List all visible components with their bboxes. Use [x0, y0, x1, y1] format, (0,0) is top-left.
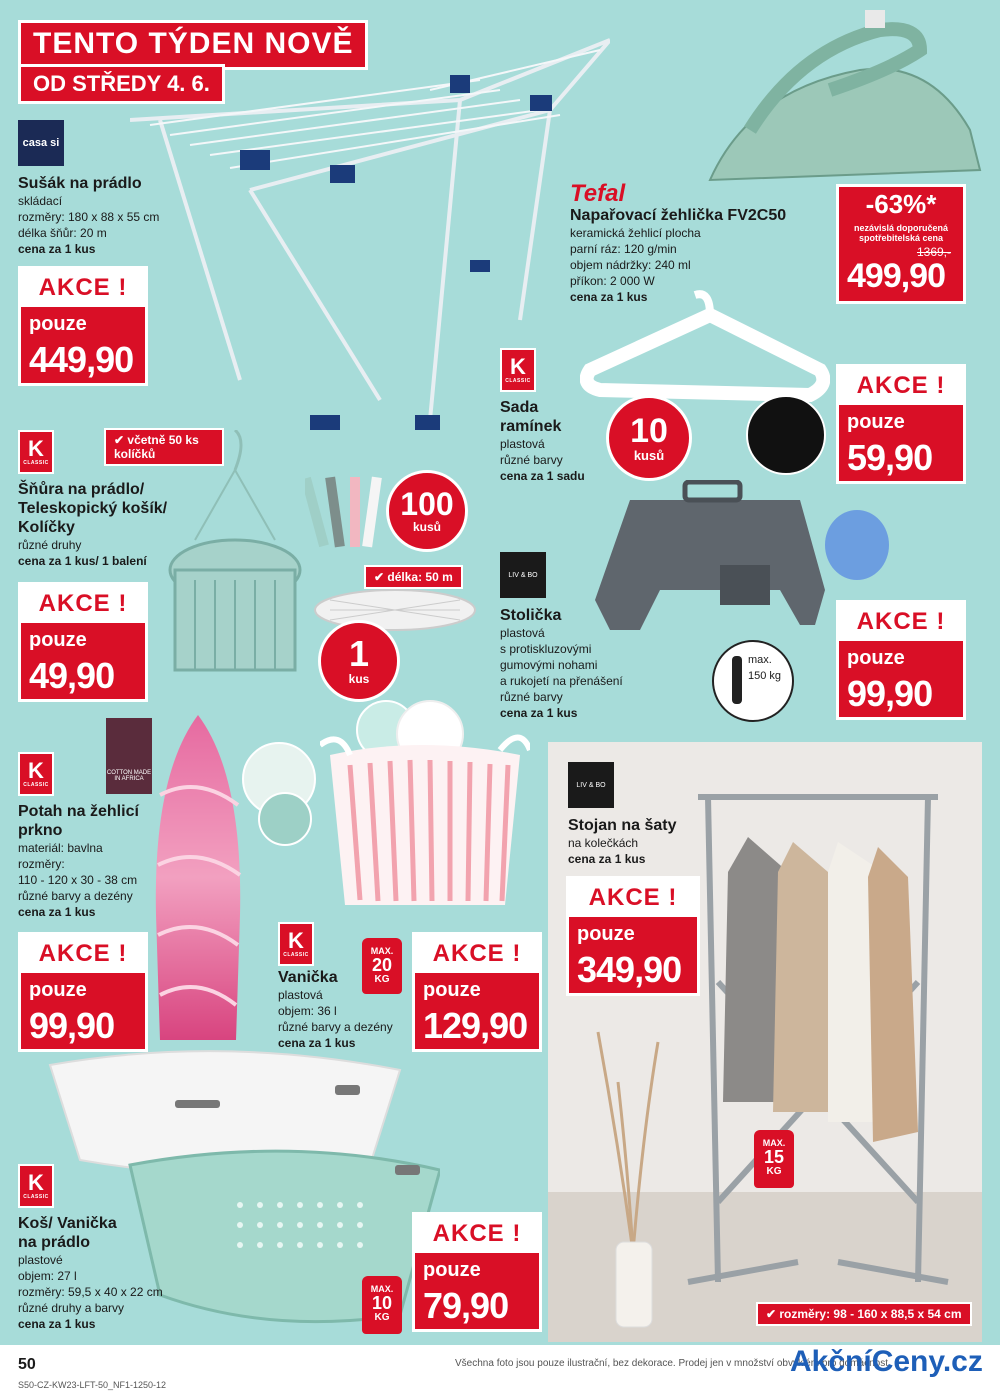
line-unit: cena za 1 kus/ 1 balení [18, 554, 147, 568]
tub-price-box [412, 932, 542, 1052]
dryer-title: Sušák na prádlo [18, 175, 142, 192]
max-load-icon: max. 150 kg [712, 640, 794, 722]
iron-line: objem nádržky: 240 ml [570, 258, 691, 272]
hangers-info [500, 398, 600, 484]
line-price: 49,90 [29, 655, 115, 696]
page-title: TENTO TÝDEN NOVĚ [18, 20, 368, 70]
pouze-label: pouze [29, 313, 87, 335]
akce-label: AKCE ! [21, 935, 145, 973]
cover-title: Potah na žehlicí prkno [18, 803, 139, 839]
pouze-label: pouze [423, 979, 481, 1001]
dryer-price: 449,90 [29, 339, 134, 380]
flexible-tub-image [320, 725, 530, 915]
hangers-price: 59,90 [847, 437, 933, 478]
hangers-line: různé barvy [500, 453, 563, 467]
rack-price-box [566, 876, 700, 996]
akce-label: AKCE ! [415, 1215, 539, 1253]
pouze-label: pouze [29, 979, 87, 1001]
kaufland-classic-logo: K CLASSIC [500, 348, 536, 392]
iron-price: 499,90 [847, 257, 945, 295]
hangers-title: Sada ramínek [500, 399, 562, 435]
iron-title: Napařovací žehlička FV2C50 [570, 207, 787, 224]
iron-rrp-label: nezávislá doporučená spotřebitelská cena [853, 223, 949, 243]
dryer-price-box [18, 266, 148, 386]
line-count-badge: 1 kus [318, 620, 400, 702]
akce-label: AKCE ! [569, 879, 697, 917]
cover-line: rozměry: [18, 857, 65, 871]
pattern-swatch [258, 792, 312, 846]
page-number: 50 [18, 1356, 36, 1373]
line-title: Šňůra na prádlo/ Teleskopický košík/ Kolíčky [18, 481, 168, 536]
cover-price: 99,90 [29, 1005, 115, 1046]
stool-price-box [836, 600, 966, 720]
stool-line: s protiskluzovými [500, 642, 592, 656]
cover-price-box [18, 932, 148, 1052]
basket-line: rozměry: 59,5 x 40 x 22 cm [18, 1285, 163, 1299]
pouze-label: pouze [29, 629, 87, 651]
max-weight-badge: MAX. 20 KG [362, 938, 402, 994]
basket-title: Koš/ Vanička na prádlo [18, 1215, 117, 1251]
pegs-count-badge: 100 kusů [386, 470, 468, 552]
hangers-count-badge: 10 kusů [606, 395, 692, 481]
line-info [18, 480, 178, 569]
tub-line: různé barvy a dezény [278, 1020, 393, 1034]
black-color-swatch [746, 395, 826, 475]
clothes-rack-image [678, 782, 968, 1312]
pouze-label: pouze [847, 647, 905, 669]
watermark: AkčníCeny.cz [790, 1345, 983, 1378]
akce-label: AKCE ! [839, 367, 963, 405]
livarno-logo: LIV & BO [500, 552, 546, 598]
cover-unit: cena za 1 kus [18, 905, 96, 919]
tub-price: 129,90 [423, 1005, 528, 1046]
iron-discount: -63%* [865, 189, 937, 219]
cover-line: 110 - 120 x 30 - 38 cm [18, 873, 138, 887]
kaufland-classic-logo: K CLASSIC [18, 1164, 54, 1208]
tub-title: Vanička [278, 969, 338, 986]
catalog-code: S50-CZ-KW23-LFT-50_NF1-1250-12 [18, 1380, 167, 1390]
stool-line: plastová [500, 626, 545, 640]
cover-line: různé barvy a dezény [18, 889, 133, 903]
pampas-vase-image [588, 1022, 678, 1332]
step-stool-image [590, 480, 835, 665]
iron-unit: cena za 1 kus [570, 290, 648, 304]
livarno-logo: LIV & BO [568, 762, 614, 808]
steam-iron-image [690, 10, 990, 190]
tub-unit: cena za 1 kus [278, 1036, 356, 1050]
basket-line: plastové [18, 1253, 63, 1267]
akce-label: AKCE ! [839, 603, 963, 641]
tub-info [278, 968, 418, 1051]
basket-line: objem: 27 l [18, 1269, 77, 1283]
ironing-board-cover-image [148, 715, 248, 1045]
rack-title: Stojan na šaty [568, 817, 677, 834]
line-line: různé druhy [18, 538, 82, 552]
peg-basket-image [165, 430, 305, 690]
stool-price: 99,90 [847, 673, 933, 714]
rack-unit: cena za 1 kus [568, 852, 646, 866]
iron-line: keramická žehlicí plocha [570, 226, 701, 240]
iron-rrp: 1369,- [916, 245, 951, 259]
basket-unit: cena za 1 kus [18, 1317, 96, 1331]
hangers-unit: cena za 1 sadu [500, 469, 585, 483]
pouze-label: pouze [847, 411, 905, 433]
pouze-label: pouze [577, 923, 635, 945]
stool-line: a rukojetí na přenášení [500, 674, 623, 688]
clothes-pegs-image [305, 472, 385, 552]
rack-line: na kolečkách [568, 836, 639, 850]
iron-price-box [836, 184, 966, 304]
basket-line: různé druhy a barvy [18, 1301, 125, 1315]
basket-price-box [412, 1212, 542, 1332]
akce-label: AKCE ! [21, 585, 145, 623]
max-weight-badge: MAX. 15 KG [754, 1130, 794, 1188]
kaufland-classic-logo: K CLASSIC [18, 752, 54, 796]
basket-info [18, 1214, 188, 1332]
tefal-logo: Tefal [570, 180, 626, 207]
cotton-africa-badge: COTTON MADE IN AFRICA [106, 718, 152, 794]
iron-line: parní ráz: 120 g/min [570, 242, 677, 256]
stool-title: Stolička [500, 607, 562, 624]
dryer-line: délka šňůr: 20 m [18, 226, 107, 240]
pouze-label: pouze [423, 1259, 481, 1281]
dryer-line: rozměry: 180 x 88 x 55 cm [18, 210, 160, 224]
max-weight-badge: MAX. 10 KG [362, 1276, 402, 1334]
line-length-tag: ✔ délka: 50 m [364, 565, 463, 589]
disclaimer: Všechna foto jsou pouze ilustrační, bez dekorace. Prodej jen v množství obvyklém pro domácnost. [455, 1358, 891, 1369]
stool-line: různé barvy [500, 690, 563, 704]
clothes-dryer-image [130, 20, 610, 450]
tub-line: objem: 36 l [278, 1004, 337, 1018]
pegs-included-tag: ✔ včetně 50 ks kolíčků [104, 428, 224, 466]
hanger-image [580, 285, 830, 405]
kaufland-classic-logo: K CLASSIC [278, 922, 314, 966]
rack-dimensions-tag: ✔ rozměry: 98 - 160 x 88,5 x 54 cm [756, 1302, 972, 1326]
tub-line: plastová [278, 988, 323, 1002]
akce-label: AKCE ! [21, 269, 145, 307]
akce-label: AKCE ! [415, 935, 539, 973]
casa-si-logo: casa si [18, 120, 64, 166]
basket-price: 79,90 [423, 1285, 509, 1326]
cover-line: materiál: bavlna [18, 841, 103, 855]
line-price-box [18, 582, 148, 702]
stool-line: gumovými nohami [500, 658, 598, 672]
stool-unit: cena za 1 kus [500, 706, 578, 720]
iron-line: příkon: 2 000 W [570, 274, 655, 288]
offer-date: OD STŘEDY 4. 6. [18, 64, 225, 104]
dryer-unit: cena za 1 kus [18, 242, 96, 256]
rack-info [568, 816, 718, 867]
hangers-line: plastová [500, 437, 545, 451]
dryer-line: skládací [18, 194, 63, 208]
rack-price: 349,90 [577, 949, 682, 990]
hangers-price-box [836, 364, 966, 484]
kaufland-classic-logo: K CLASSIC [18, 430, 54, 474]
